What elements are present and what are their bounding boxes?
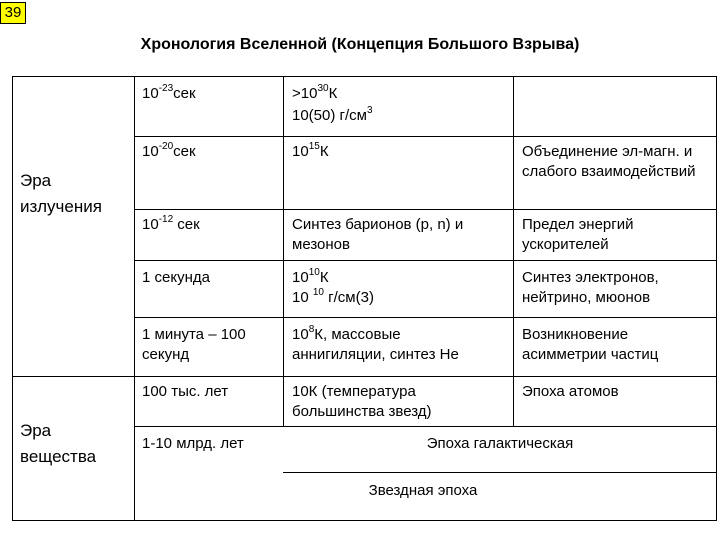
time-cell: 1 секунда [142,269,210,286]
temp-cell: Синтез барионов (p, n) и мезонов [292,216,464,253]
event-cell: Предел энергий ускорителей [522,216,634,253]
table-border-right [716,76,717,521]
col-divider-1 [283,76,284,426]
row-line [134,209,717,210]
final-row-cell: Звездная эпоха [368,482,478,499]
table-border-top [12,76,717,77]
temp-cell: $>10^{30}К$ 10(50) $г/см^3$ [292,83,373,124]
era-separator [12,376,134,377]
time-cell: 100 тыс. лет [142,383,229,400]
era-radiation-label: Эра излучения [20,171,102,216]
span-cell: Эпоха галактическая [426,435,574,452]
temp-cell: $10^{10}К$ 10 $^{10}$ г/см(3) [292,267,374,306]
event-cell: Объединение эл-магн. и слабого взаимодействий [522,143,696,180]
time-cell: $10^{-23}сек$ [142,83,196,102]
row-line [134,136,717,137]
page-title: Хронология Вселенной (Концепция Большого Взрыва) [140,36,580,53]
era-divider [134,76,135,521]
time-cell: $10^{-20}сек$ [142,141,196,160]
row-line [134,260,717,261]
event-cell: Эпоха атомов [522,383,619,400]
row-line [283,472,717,473]
row-line [134,317,717,318]
era-matter-label: Эра вещества [20,421,97,466]
col-divider-2 [513,76,514,426]
event-cell: Возникновение асимметрии частиц [522,326,659,363]
time-cell: 1-10 млрд. лет [142,435,244,452]
row-line [134,376,717,377]
slide-number: 39 [0,2,26,24]
row-line [134,426,717,427]
table-border-bottom [12,520,717,521]
event-cell: Синтез электронов, нейтрино, мюонов [522,269,659,306]
temp-cell: $10^8К$, массовые аннигиляции, синтез He [292,324,459,363]
temp-cell: $10^{15}К$ [292,141,329,160]
time-cell: 1 минута – 100 секунд [142,326,246,363]
table-border-left [12,76,13,521]
temp-cell: 10К (температура большинства звезд) [292,383,432,420]
time-cell: $10^{-12}$ сек [142,214,200,233]
